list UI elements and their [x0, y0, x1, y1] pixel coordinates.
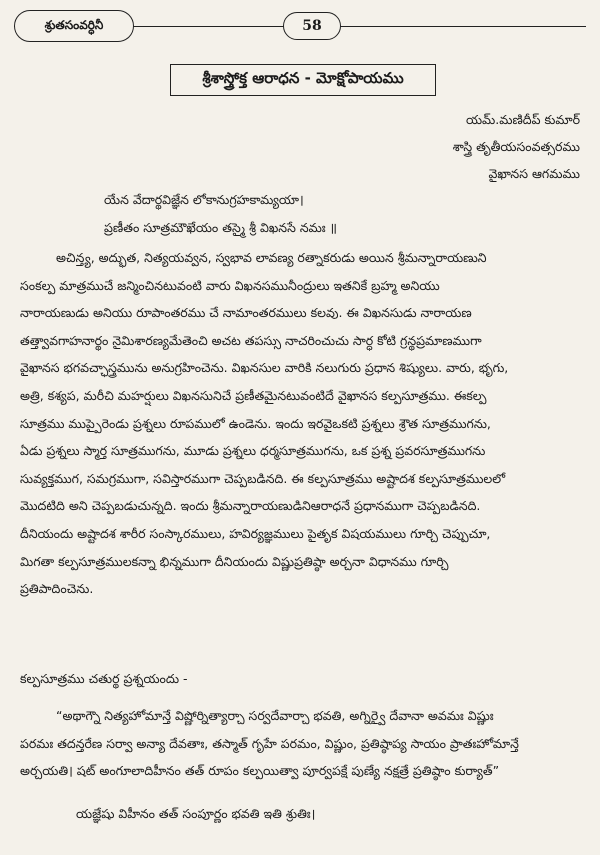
quote-line: అర్చయతి। షట్ అంగూలాదిహీనం తత్ రూపం కల్పయిత్వా పూర్వపక్షే పుణ్యే నక్షత్రే ప్రతిష్ఠాం కుర్యాత్”	[20, 763, 500, 779]
paragraph-line: అత్రి, కశ్యప, మరీచి మహర్షులు విఖనసునిచే ప్రణీతమైనటువంటిదే వైఖానస కల్పసూత్రము. ఈకల్ప	[20, 387, 487, 403]
author-department: వైఖానస ఆగమము	[488, 166, 580, 181]
sutra-quote	[20, 702, 582, 785]
paragraph-line: తత్త్వావగాహనార్థం నైమిశారణ్యమేతెంచి అచట తపస్సు నాచరించుచు సార్ధ కోటి గ్రన్థప్రమాణముగా	[20, 332, 482, 348]
paragraph-line: దీనియందు అష్టాదశ శారీర సంస్కారములు, హవిర్యజ్ఞములు పైతృక విషయములు గూర్చి చెప్పుచూ,	[20, 525, 491, 541]
journal-name: శ్రుతసంవర్ధినీ	[14, 10, 134, 42]
paragraph-line: అచిన్త్య, అద్భుత, నిత్యయవ్వన, స్వభావ లావణ్య రత్నాకరుడు అయిన శ్రీమన్నారాయణుని	[56, 250, 487, 265]
paragraph-line: మొదటిది అని చెప్పబడుచున్నది. ఇందు శ్రీమన్నారాయణుడినిఆరాధనే ప్రధానముగా చెప్పబడినది.	[20, 498, 481, 514]
author-name: యమ్.మణిదీప్ కుమార్	[465, 112, 580, 127]
author-block	[453, 106, 580, 187]
invocation-verse	[104, 186, 337, 242]
paragraph-line: సువ్యక్తముగ, సమగ్రముగా, సవిస్తారముగా చెప్పబడినది. ఈ కల్పసూత్రము అష్టాదశ కల్పసూత్రములలో	[20, 470, 506, 486]
closing-line: యజ్ఞేషు విహీనం తత్ సంపూర్ణం భవతి ఇతి శ్రుతిః।	[76, 806, 316, 821]
verse-line: ప్రణీతం సూత్రమౌఖేయం తస్మై శ్రీ విఖనసే నమః ॥	[104, 220, 337, 235]
paragraph-line: ప్రతిపాదించెను.	[20, 581, 94, 597]
quote-line: “అథాగ్నౌ నిత్యహోమాన్తే విష్ణోర్నిత్యార్చా సర్వదేవార్చా భవతి, అగ్నిర్వై దేవానా అవమః విష్ణుః	[56, 708, 494, 723]
paragraph-line: సంకల్ప మాత్రముచే జన్మించినటువంటి వారు విఖనసమునీంద్రులు ఇతనికే బ్రహ్మ అనియు	[20, 277, 440, 293]
article-title: శ్రీశాస్త్రోక్త ఆరాధన - మోక్షోపాయము	[170, 64, 436, 96]
page-number: 58	[283, 12, 341, 40]
body-paragraph	[20, 244, 582, 603]
section-heading: కల్పసూత్రము చతుర్థ ప్రశ్నయందు -	[20, 671, 188, 686]
paragraph-line: మిగతా కల్పసూత్రములకన్నా భిన్నముగా దీనియందు విష్ణుప్రతిష్ఠా అర్చనా విధానము గూర్చి	[20, 553, 449, 569]
paragraph-line: నారాయణుడు అనియు రూపాంతరము చే నామాంతరములు కలవు. ఈ విఖనసుడు నారాయణ	[20, 305, 472, 321]
paragraph-line: వైఖానస భగవచ్ఛాస్త్రమును అనుగ్రహించెను. విఖనసుల వారికి నలుగురు ప్రధాన శిష్యులు. వారు, భృగు,	[20, 360, 509, 376]
verse-line: యేన వేదార్థవిజ్ఞేన లోకానుగ్రహకామ్యయా।	[104, 192, 304, 207]
paragraph-line: సూత్రము ముప్పైరెండు ప్రశ్నలు రూపములో ఉండెను. ఇందు ఇరవైఒకటి ప్రశ్నలు శ్రౌత సూత్రముగను,	[20, 415, 491, 431]
quote-line: పరమః తదన్తరేణ సర్వా అన్యా దేవతాః, తస్మాత్ గృహే పరమం, విష్ణుం, ప్రతిష్ఠాప్య సాయం ప్రాతఃహోమాన్తే	[20, 735, 519, 751]
author-class: శాస్త్రి తృతీయసంవత్సరము	[452, 139, 580, 154]
paragraph-line: ఏడు ప్రశ్నలు స్మార్త సూత్రముగను, మూడు ప్రశ్నలు ధర్మసూత్రముగను, ఒక ప్రశ్న ప్రవరసూత్రముగను	[20, 443, 486, 459]
